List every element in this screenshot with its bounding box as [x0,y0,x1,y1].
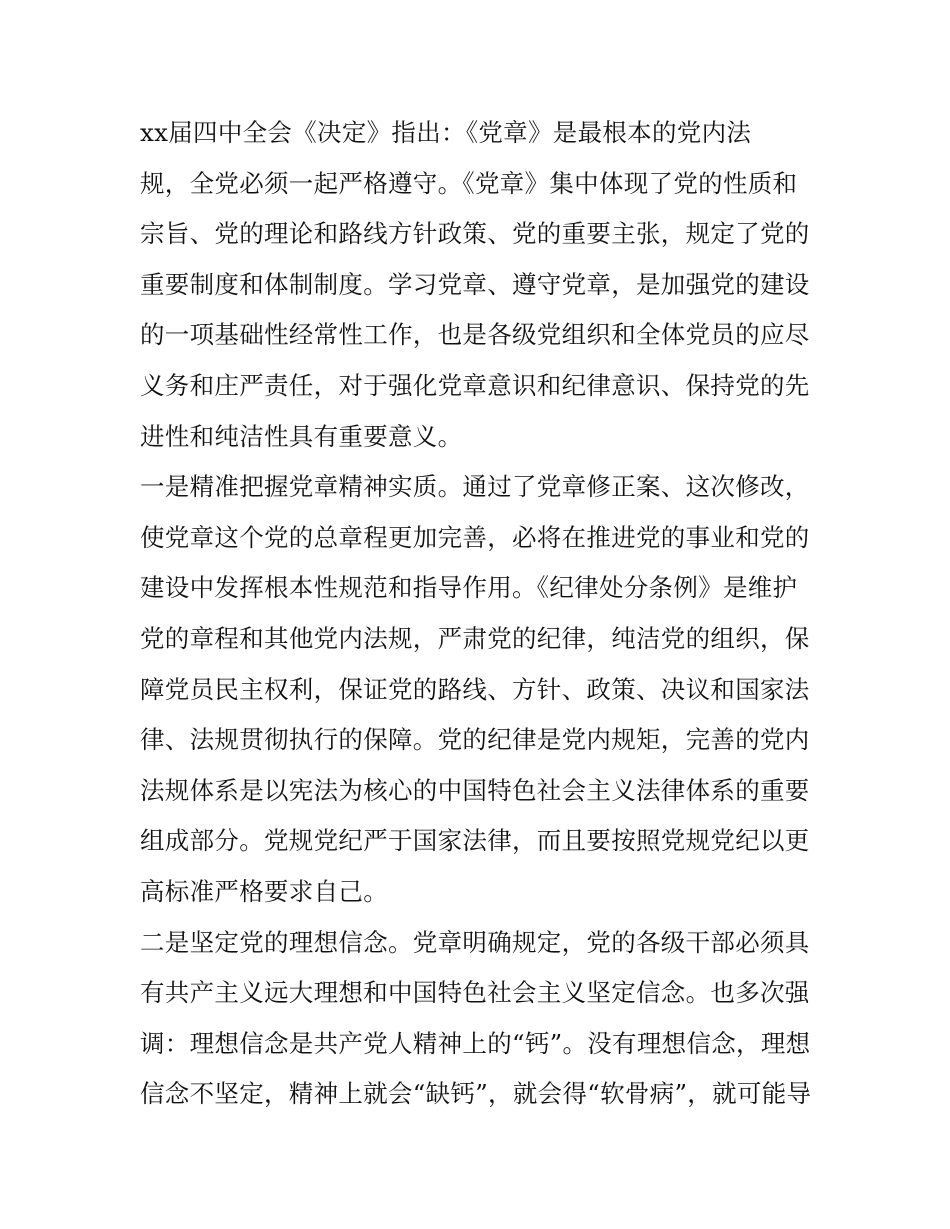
text-line: 组成部分。党规党纪严于国家法律，而且要按照党规党纪以更 [140,826,810,856]
text-line: 信念不坚定，精神上就会“缺钙”，就会得“软骨病”，就可能导 [140,1079,812,1109]
text-line: 宗旨、党的理论和路线方针政策、党的重要主张，规定了党的 [140,219,810,249]
text-line: 重要制度和体制制度。学习党章、遵守党章，是加强党的建设 [140,269,810,299]
text-line: 二是坚定党的理想信念。党章明确规定，党的各级干部必须具 [140,927,810,957]
text-line: 律、法规贯彻执行的保障。党的纪律是党内规矩，完善的党内 [140,725,810,755]
text-line: 法规体系是以宪法为核心的中国特色社会主义法律体系的重要 [140,775,810,805]
text-line: 调：理想信念是共产党人精神上的“钙”。没有理想信念，理想 [140,1028,811,1058]
text-line: 障党员民主权利，保证党的路线、方针、政策、决议和国家法 [140,674,810,704]
text-line: 党的章程和其他党内法规，严肃党的纪律，纯洁党的组织，保 [140,623,810,653]
text-line: 的一项基础性经常性工作，也是各级党组织和全体党员的应尽 [140,320,810,350]
text-line: 使党章这个党的总章程更加完善，必将在推进党的事业和党的 [140,522,810,552]
text-line: xx届四中全会《决定》指出：《党章》是最根本的党内法 [140,118,752,147]
text-line: 进性和纯洁性具有重要意义。 [140,421,463,451]
document-body [140,108,820,1120]
text-line: 规，全党必须一起严格遵守。《党章》集中体现了党的性质和 [140,168,798,198]
text-line: 义务和庄严责任，对于强化党章意识和纪律意识、保持党的先 [140,370,810,400]
text-line: 一是精准把握党章精神实质。通过了党章修正案、这次修改， [140,472,810,502]
text-line: 有共产主义远大理想和中国特色社会主义坚定信念。也多次强 [140,978,810,1008]
text-line: 建设中发挥根本性规范和指导作用。《纪律处分条例》是维护 [140,573,798,603]
text-line: 高标准严格要求自己。 [140,876,388,906]
